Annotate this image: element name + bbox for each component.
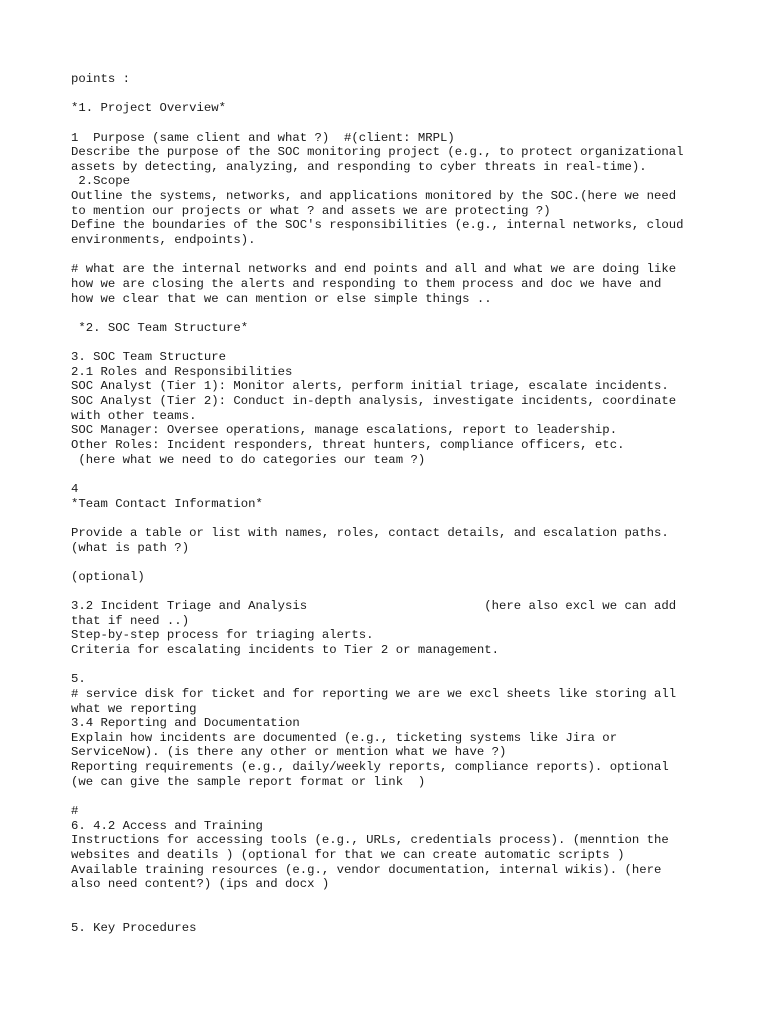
document-line: with other teams. bbox=[71, 408, 197, 423]
document-page bbox=[71, 72, 731, 936]
document-line bbox=[71, 584, 731, 599]
document-line bbox=[71, 336, 731, 351]
document-line bbox=[71, 511, 731, 526]
document-line bbox=[71, 248, 731, 263]
document-line: (we can give the sample report format or link ) bbox=[71, 774, 426, 789]
document-line: ServiceNow). (is there any other or mention what we have ?) bbox=[71, 745, 507, 760]
document-line bbox=[71, 306, 731, 321]
document-line bbox=[71, 907, 731, 922]
document-line: Define the boundaries of the SOC's responsibilities (e.g., internal networks, cloud bbox=[71, 218, 684, 233]
document-line: 2.Scope bbox=[71, 174, 131, 189]
document-line: Criteria for escalating incidents to Tier 2 or management. bbox=[71, 642, 500, 657]
document-line: 5. Key Procedures bbox=[71, 921, 197, 936]
document-line: (optional) bbox=[71, 569, 145, 584]
document-line: Step-by-step process for triaging alerts. bbox=[71, 628, 374, 643]
document-line: websites and deatils ) (optional for that we can create automatic scripts ) bbox=[71, 847, 625, 862]
document-line: # what are the internal networks and end points and all and what we are doing like bbox=[71, 262, 677, 277]
document-line: what we reporting bbox=[71, 701, 197, 716]
document-line: Instructions for accessing tools (e.g., URLs, credentials process). (menntion the bbox=[71, 833, 669, 848]
document-line: *1. Project Overview* bbox=[71, 101, 226, 116]
document-line: *2. SOC Team Structure* bbox=[71, 320, 249, 335]
document-line: 3. SOC Team Structure bbox=[71, 350, 226, 365]
document-line: *Team Contact Information* bbox=[71, 496, 263, 511]
document-line: 3.4 Reporting and Documentation bbox=[71, 716, 300, 731]
document-line: how we are closing the alerts and responding to them process and doc we have and bbox=[71, 276, 662, 291]
document-line bbox=[71, 892, 731, 907]
document-line: Available training resources (e.g., vendor documentation, internal wikis). (here bbox=[71, 862, 662, 877]
document-line: assets by detecting, analyzing, and responding to cyber threats in real-time). bbox=[71, 159, 647, 174]
document-line: 2.1 Roles and Responsibilities bbox=[71, 364, 293, 379]
document-line bbox=[71, 658, 731, 673]
document-line: Reporting requirements (e.g., daily/weekly reports, compliance reports). optional bbox=[71, 760, 669, 775]
document-line: (here what we need to do categories our team ?) bbox=[71, 452, 426, 467]
document-line: 1 Purpose (same client and what ?) #(client: MRPL) bbox=[71, 130, 455, 145]
document-line: (what is path ?) bbox=[71, 540, 190, 555]
document-line: environments, endpoints). bbox=[71, 233, 256, 248]
document-line: 5. bbox=[71, 672, 86, 687]
document-line: how we clear that we can mention or else simple things .. bbox=[71, 291, 492, 306]
document-line: 4 bbox=[71, 481, 79, 496]
document-line: Outline the systems, networks, and applications monitored by the SOC.(here we need bbox=[71, 189, 677, 204]
document-line: Provide a table or list with names, roles, contact details, and escalation paths. bbox=[71, 525, 669, 540]
document-line bbox=[71, 789, 731, 804]
document-line: 3.2 Incident Triage and Analysis (here also excl we can add bbox=[71, 599, 677, 614]
document-line: SOC Analyst (Tier 2): Conduct in-depth analysis, investigate incidents, coordinate bbox=[71, 394, 677, 409]
document-line: to mention our projects or what ? and assets we are protecting ?) bbox=[71, 203, 551, 218]
document-line bbox=[71, 555, 731, 570]
document-line: also need content?) (ips and docx ) bbox=[71, 877, 330, 892]
document-line: 6. 4.2 Access and Training bbox=[71, 818, 263, 833]
document-line: points : bbox=[71, 72, 131, 86]
document-line bbox=[71, 87, 731, 102]
document-line: SOC Manager: Oversee operations, manage escalations, report to leadership. bbox=[71, 423, 618, 438]
document-line: Other Roles: Incident responders, threat hunters, compliance officers, etc. bbox=[71, 438, 625, 453]
document-line bbox=[71, 467, 731, 482]
document-line: Explain how incidents are documented (e.g., ticketing systems like Jira or bbox=[71, 730, 618, 745]
document-line: # bbox=[71, 804, 79, 819]
document-line bbox=[71, 116, 731, 131]
document-line: Describe the purpose of the SOC monitoring project (e.g., to protect organizational bbox=[71, 145, 684, 160]
document-line: SOC Analyst (Tier 1): Monitor alerts, perform initial triage, escalate incidents. bbox=[71, 379, 669, 394]
document-line: # service disk for ticket and for reporting we are we excl sheets like storing all bbox=[71, 686, 677, 701]
document-line: that if need ..) bbox=[71, 613, 190, 628]
